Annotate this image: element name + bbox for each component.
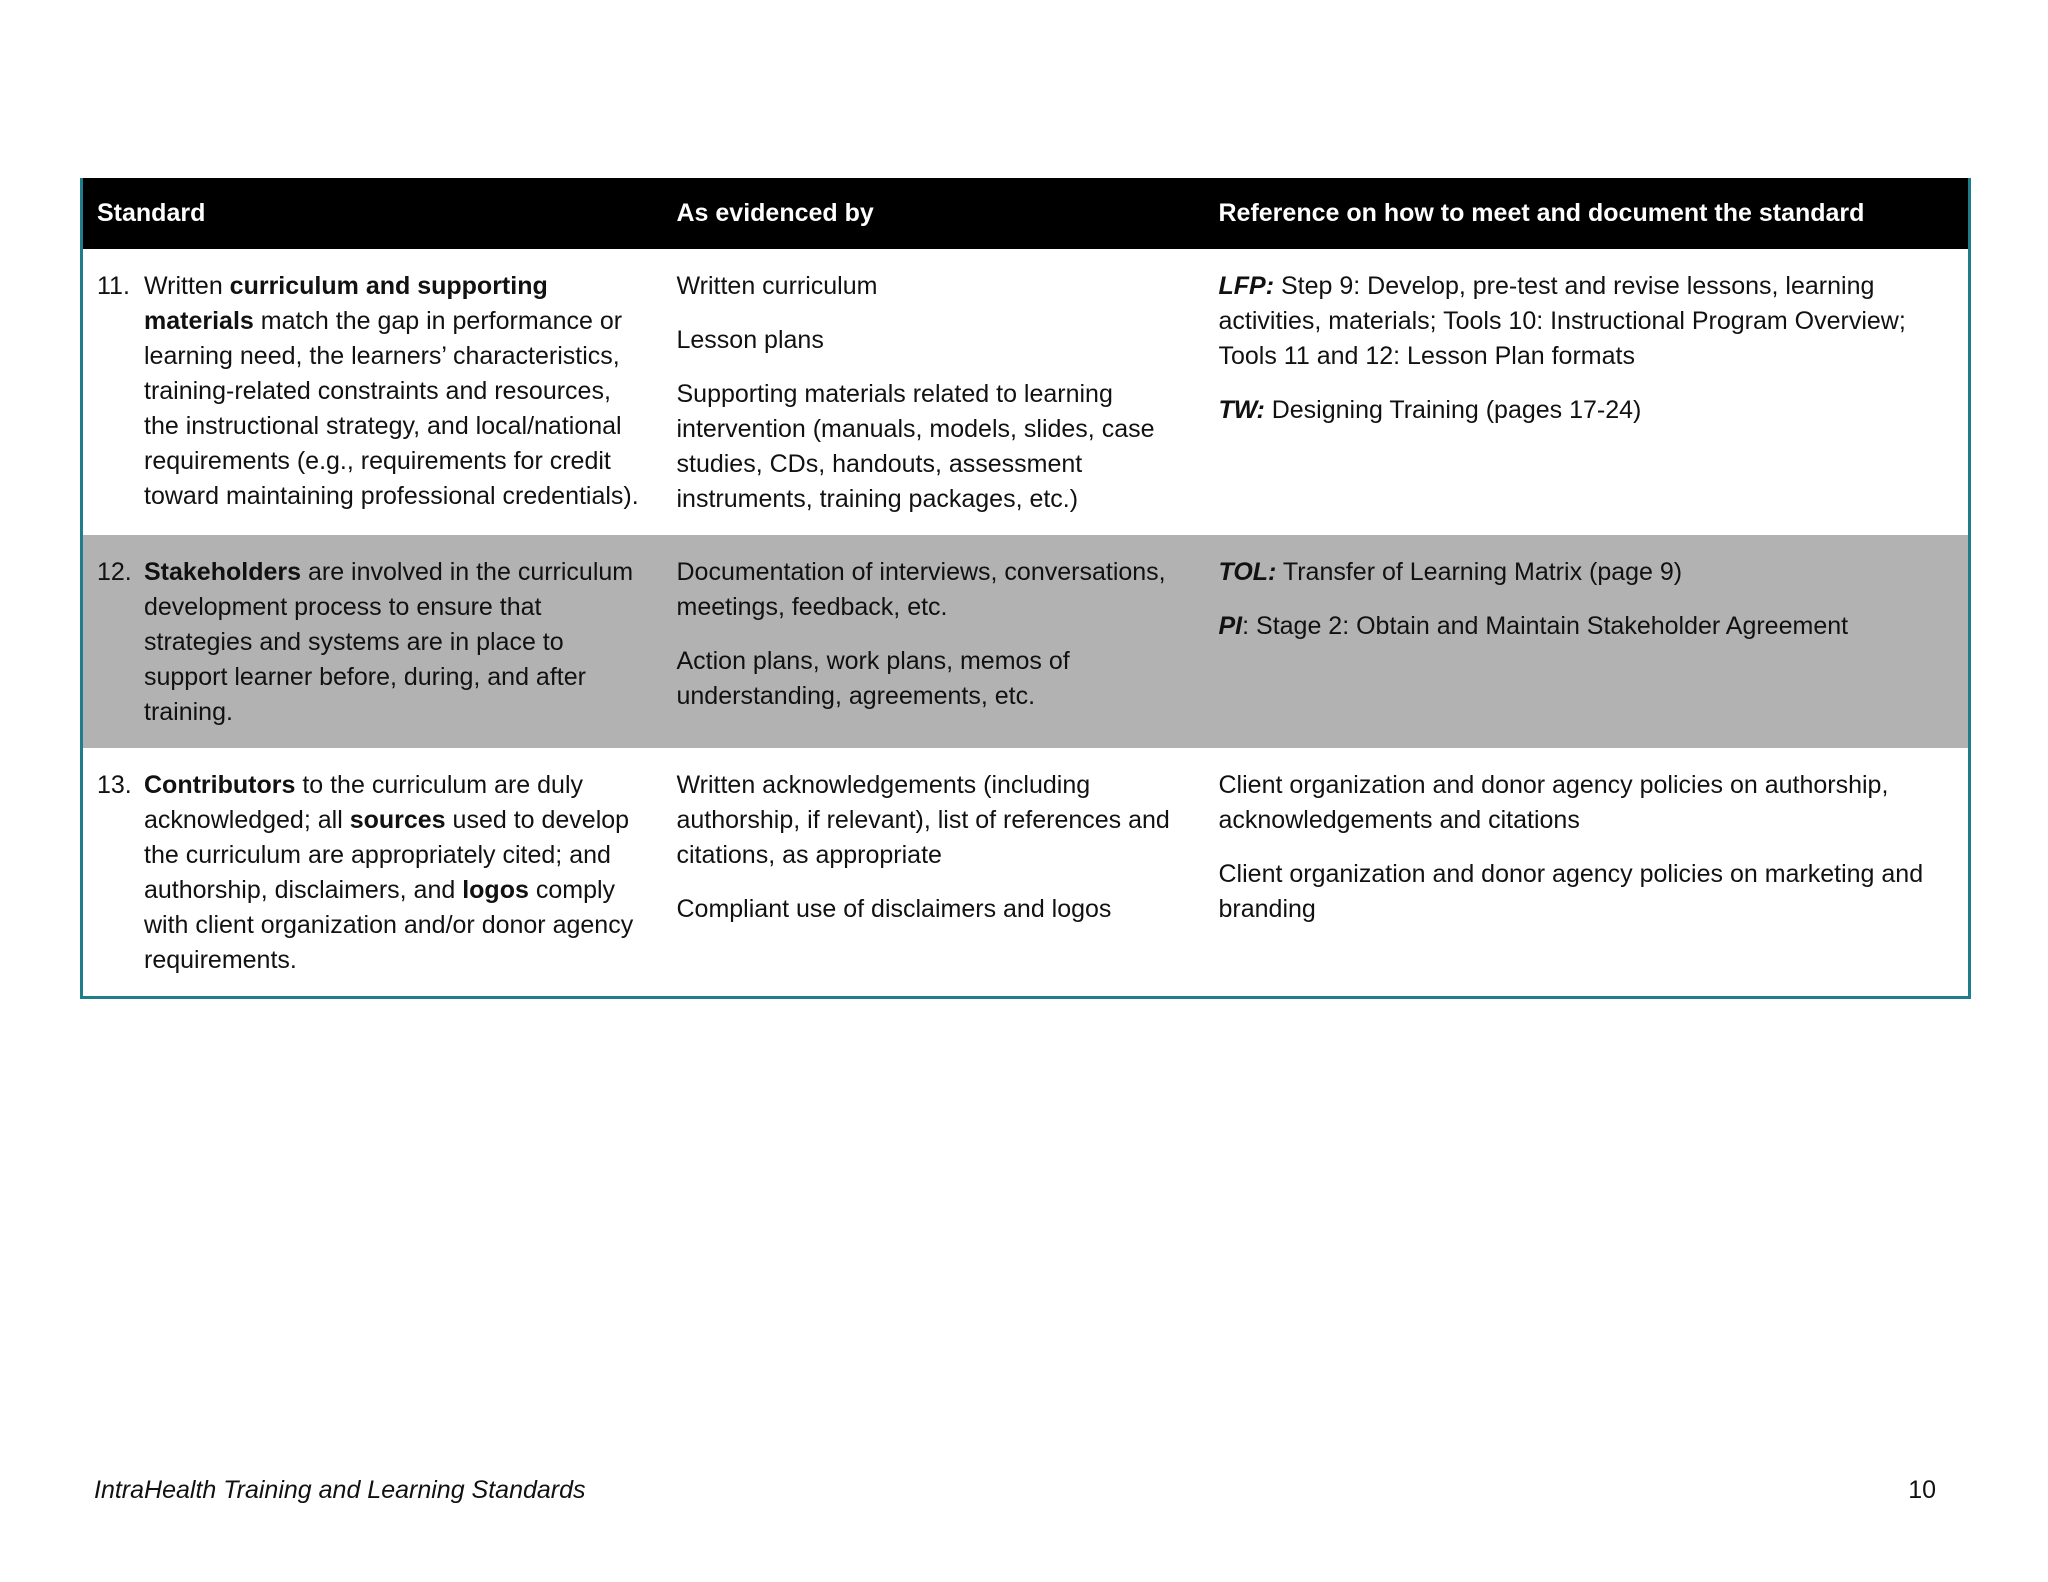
reference-item: PI: Stage 2: Obtain and Maintain Stakeholder Agreement [1218, 612, 1849, 640]
evidence-cell [663, 249, 1205, 535]
table-row-12 [82, 535, 1970, 748]
standard-cell [82, 748, 663, 998]
column-header-evidence: As evidenced by [676, 199, 874, 227]
reference-cell [1205, 535, 1970, 748]
evidence-cell [663, 748, 1205, 998]
standard-text: Stakeholders are involved in the curriculum development process to ensure that strategies and systems are in place to support learner before, during, and after training. [144, 558, 634, 726]
evidence-cell [663, 535, 1205, 748]
footer-document-title: IntraHealth Training and Learning Standards [94, 1476, 586, 1504]
standard-number: 12. [97, 558, 132, 586]
reference-item: LFP: Step 9: Develop, pre-test and revise lessons, learning activities, materials; Tools 10: Instructional Program Overview; Tools 11 and 12: Lesson Plan formats [1218, 272, 1906, 370]
evidence-item: Documentation of interviews, conversations, meetings, feedback, etc. [676, 558, 1166, 621]
standard-text: Written curriculum and supporting materials match the gap in performance or learning need, the learners’ characteristics, training-related constraints and resources, the instructional strategy, and local/national requirements (e.g., requirements for credit toward maintaining professional credentials). [144, 272, 639, 510]
standard-number: 11. [97, 272, 130, 300]
standard-cell [82, 535, 663, 748]
reference-cell [1205, 748, 1970, 998]
table-header-row [82, 178, 1970, 249]
evidence-item: Written curriculum [676, 272, 878, 300]
reference-cell [1205, 249, 1970, 535]
reference-item: TOL: Transfer of Learning Matrix (page 9) [1218, 558, 1683, 586]
evidence-item: Supporting materials related to learning intervention (manuals, models, slides, case studies, CDs, handouts, assessment instruments, training packages, etc.) [676, 380, 1155, 513]
evidence-item: Compliant use of disclaimers and logos [676, 895, 1112, 923]
table-row-13 [82, 748, 1970, 998]
standard-text: Contributors to the curriculum are duly acknowledged; all sources used to develop the curriculum are appropriately cited; and authorship, disclaimers, and logos comply with client organization and/or donor agency requirements. [144, 771, 634, 974]
standard-number: 13. [97, 771, 132, 799]
evidence-item: Written acknowledgements (including authorship, if relevant), list of references and citations, as appropriate [676, 771, 1170, 869]
reference-item: Client organization and donor agency policies on marketing and branding [1218, 860, 1924, 923]
column-header-reference: Reference on how to meet and document the standard [1218, 199, 1865, 227]
table-row-11 [82, 249, 1970, 535]
reference-item: Client organization and donor agency policies on authorship, acknowledgements and citations [1218, 771, 1889, 834]
column-header-standard: Standard [97, 199, 206, 227]
standards-table [80, 178, 1971, 999]
evidence-item: Lesson plans [676, 326, 824, 354]
reference-item: TW: Designing Training (pages 17-24) [1218, 396, 1642, 424]
standard-cell [82, 249, 663, 535]
evidence-item: Action plans, work plans, memos of understanding, agreements, etc. [676, 647, 1070, 710]
footer-page-number: 10 [1908, 1476, 1936, 1504]
